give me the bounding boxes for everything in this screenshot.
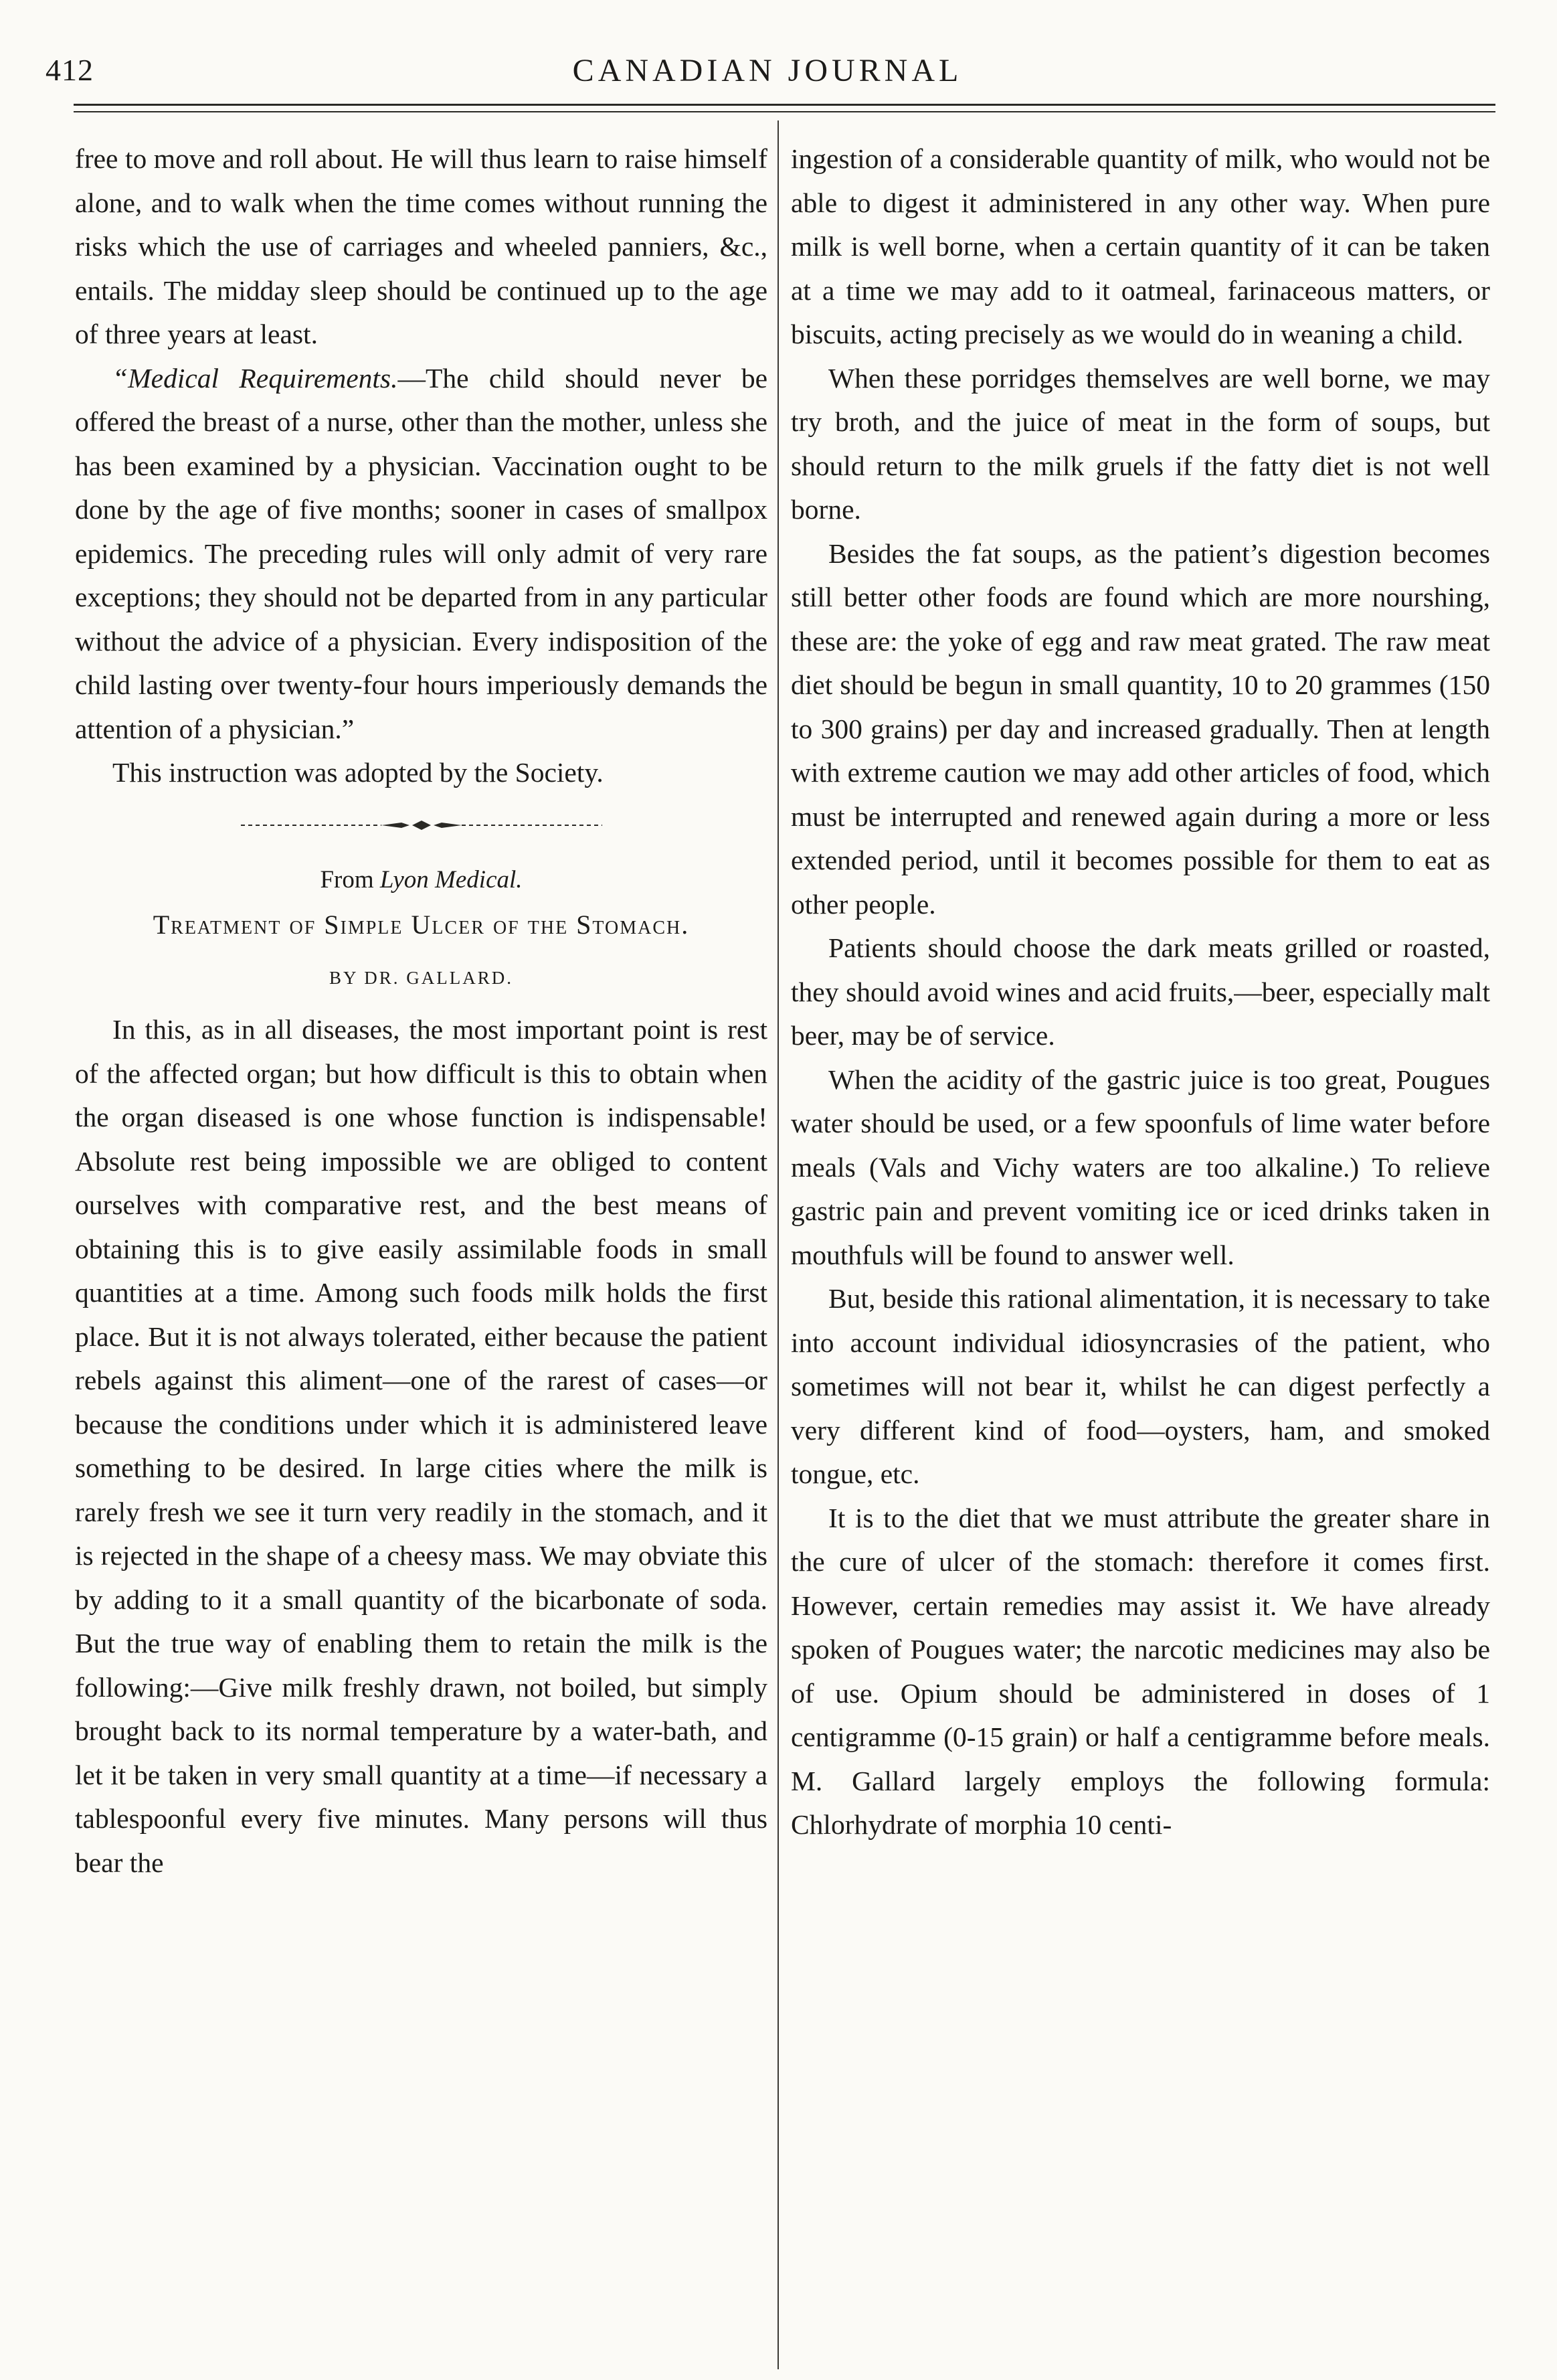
header-rule-bottom (74, 111, 1495, 112)
left-paragraph-4: In this, as in all diseases, the most important point is rest of the affected organ; but how difficult is this to obtain when the organ diseased is one whose function is indispensable! Absolute rest being impossible we are obliged to content ourselves with comparative rest, and the best means of obtaining this is to give easily assimilable foods in small quantities at a time. Among such foods milk holds the first place. But it is not always tolerated, either because the patient rebels against this aliment—one of the rarest of cases—or because the conditions under which it is administered leave something to be desired. In large cities where the milk is rarely fresh we see it turn very readily in the stomach, and it is rejected in the shape of a cheesy mass. We may obviate this by adding to it a small quantity of the bicarbonate of soda. But the true way of enabling them to retain the milk is the following:—Give milk freshly drawn, not boiled, but simply brought back to its normal temperature by a water-bath, and let it be taken in very small quantity at a time—if necessary a tablespoonful every five minutes. Many persons will thus bear the (75, 1014, 767, 1878)
page-header (41, 46, 1493, 99)
article-byline: BY DR. GALLARD. (329, 967, 513, 988)
right-paragraph-6: But, beside this rational alimentation, it is necessary to take into account individual idiosyncrasies of the patient, who sometimes will not bear it, whilst he can digest perfectly a very different kind of food—oysters, ham, and smoked tongue, etc. (791, 1283, 1490, 1489)
medical-requirements-heading: “Medical Requirements. (112, 362, 398, 394)
running-title: CANADIAN JOURNAL (572, 53, 963, 88)
ornament-rule-icon (234, 819, 609, 832)
right-paragraph-3: Besides the fat soups, as the patient’s digestion becomes still better other foods are found which are more nourshing, these are: the yoke of egg and raw meat grated. The raw meat diet should be begun in small quantity, 10 to 20 grammes (150 to 300 grains) per day and increased gradually. Then at length with extreme caution we may add other articles of food, which must be interrupted and renewed again during a more or less extended period, until it becomes possible for them to eat as other people. (791, 537, 1490, 920)
right-paragraph-7: It is to the diet that we must attribute the greater share in the cure of ulcer of the stomach: therefore it comes first. However, certain remedies may assist it. We have already spoken of Pougues water; the narcotic medicines may also be of use. Opium should be administered in doses of 1 centigramme (0-15 grain) or half a centigramme before meals. M. Gallard largely employs the following formula: Chlorhydrate of morphia 10 centi- (791, 1502, 1490, 1840)
left-paragraph-2-body: —The child should never be offered the breast of a nurse, other than the mother, unless she has been examined by a physician. Vaccination ought to be done by the age of five months; sooner in cases of smallpox epidemics. The preceding rules will only admit of very rare exceptions; they should not be departed from in any particular without the advice of a physician. Every indisposition of the child lasting over twenty-four hours imperiously demands the attention of a physician.” (75, 362, 768, 744)
left-paragraph-1: free to move and roll about. He will thus learn to raise himself alone, and to walk when the time comes without running the risks which the use of carriages and wheeled panniers, &c., entails. The midday sleep should be continued up to the age of three years at least. (75, 143, 767, 349)
left-paragraph-3: This instruction was adopted by the Society. (112, 757, 604, 788)
source-prefix: From (320, 865, 374, 894)
source-name: Lyon Medical. (379, 865, 523, 894)
header-rule-top (74, 104, 1495, 106)
right-paragraph-5: When the acidity of the gastric juice is too great, Pougues water should be used, or a few spoonfuls of lime water before meals (Vals and Vichy waters are too alkaline.) To relieve gastric pain and prevent vomiting ice or iced drinks taken in mouthfuls will be found to answer well. (791, 1064, 1490, 1270)
right-paragraph-2: When these porridges themselves are well borne, we may try broth, and the juice of meat in the form of soups, but should return to the milk gruels if the fatty diet is not well borne. (791, 362, 1490, 525)
right-paragraph-4: Patients should choose the dark meats grilled or roasted, they should avoid wines and acid fruits,—beer, especially malt beer, may be of service. (791, 932, 1490, 1051)
right-column (791, 137, 1490, 1847)
article-source (75, 858, 767, 902)
column-divider (777, 120, 779, 2369)
left-column (75, 137, 767, 1885)
left-paragraph-2 (75, 357, 767, 752)
section-ornament (75, 795, 767, 855)
article-title: Treatment of Simple Ulcer of the Stomach. (153, 910, 690, 940)
right-paragraph-1: ingestion of a considerable quantity of milk, who would not be able to digest it administered in any other way. When pure milk is well borne, when a certain quantity of it can be taken at a time we may add to it oatmeal, farinaceous matters, or biscuits, acting precisely as we would do in weaning a child. (791, 143, 1490, 349)
page-number: 412 (45, 53, 94, 87)
